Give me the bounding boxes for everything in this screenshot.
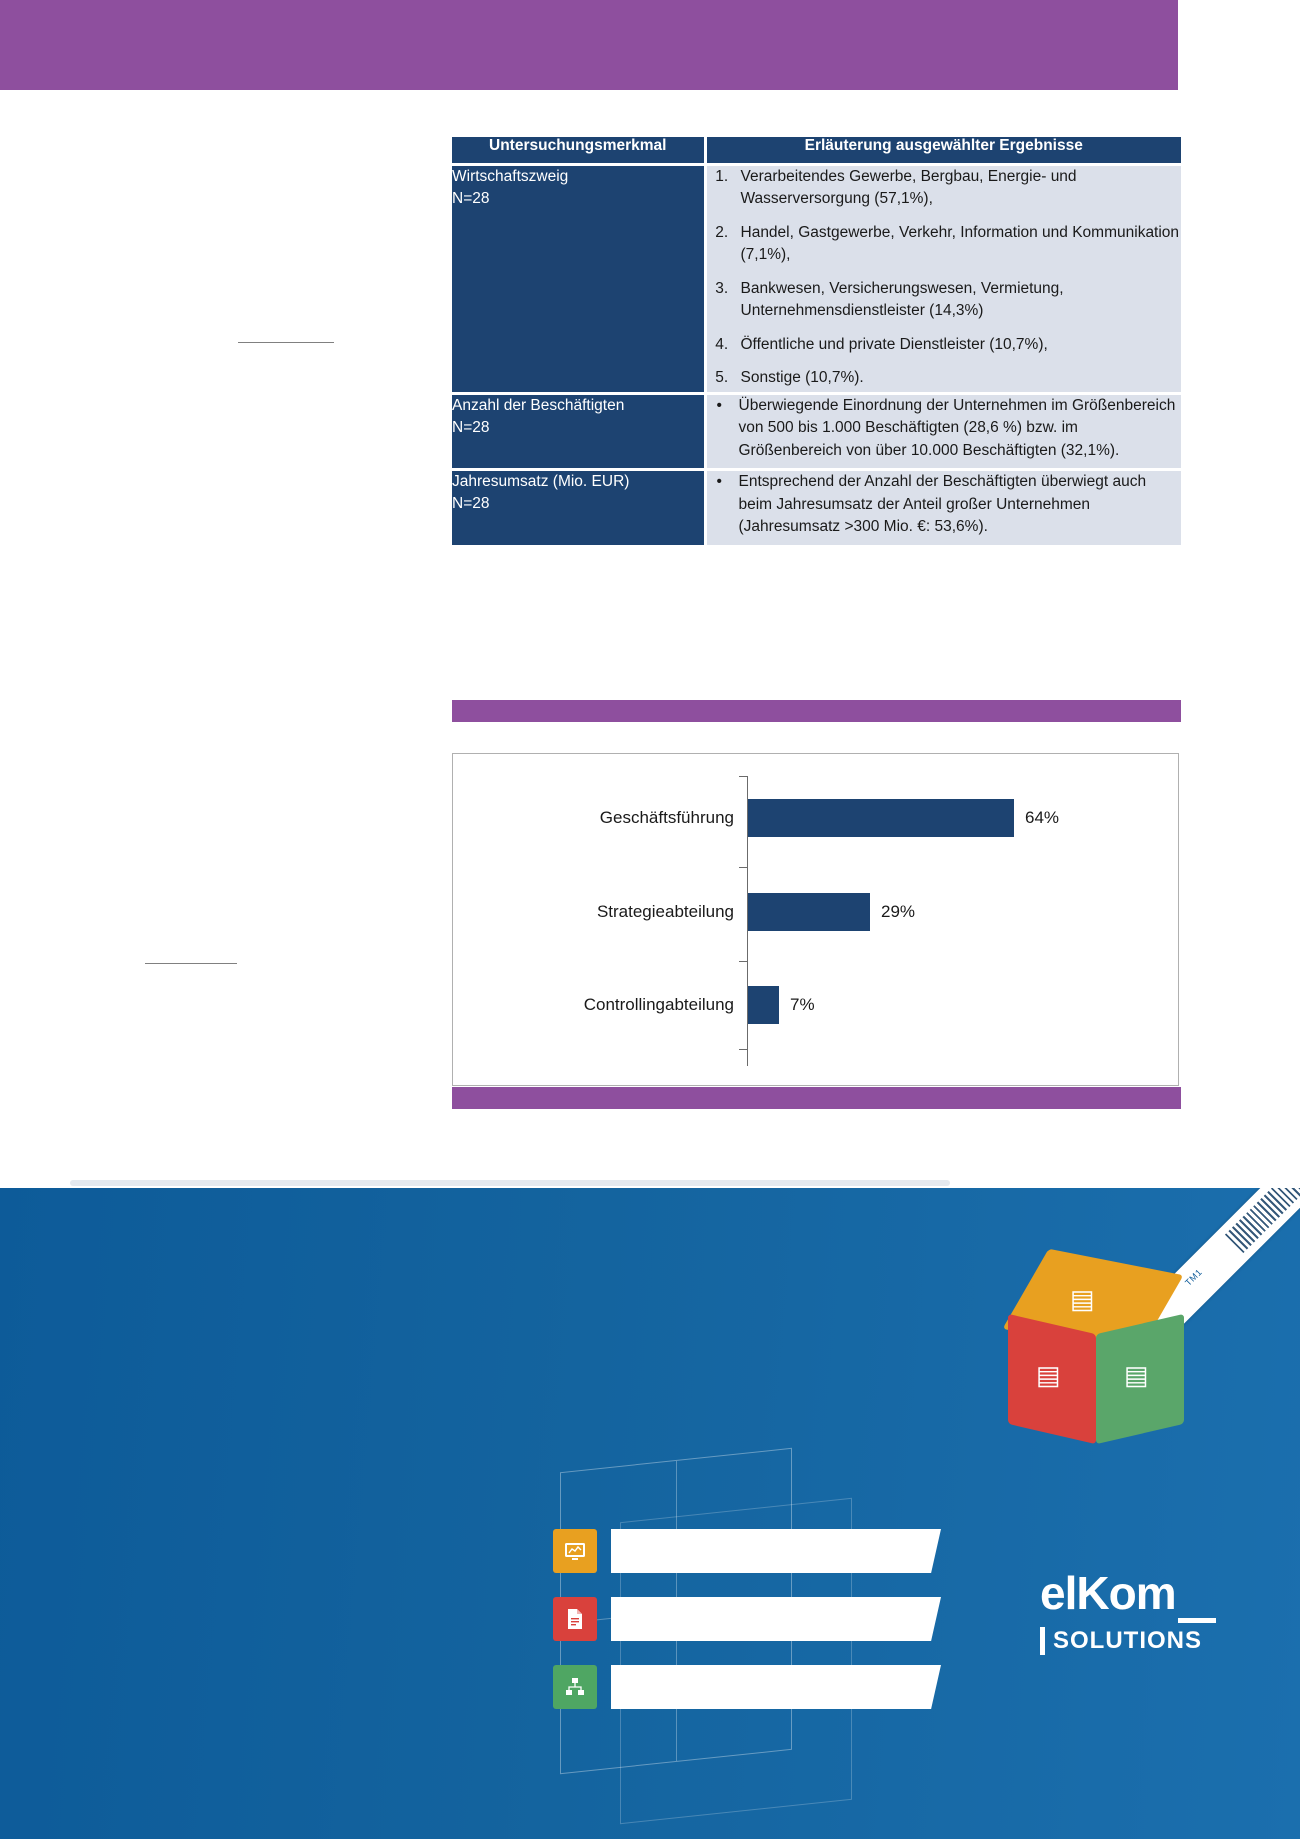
cube-document-icon: ▤ (1036, 1360, 1061, 1390)
axis-tick (739, 961, 747, 962)
chart-bar-row (453, 799, 1180, 839)
axis-tick (739, 867, 747, 868)
logo-subtitle: SOLUTIONS (1040, 1627, 1216, 1655)
logo-word-el: el (1040, 1567, 1077, 1619)
monitor-chart-icon (553, 1529, 597, 1573)
row-sample-size: N=28 (452, 418, 490, 436)
bar-chart (452, 753, 1179, 1086)
list-item: 5. Sonstige (10,7%). (733, 367, 1182, 389)
feature-bar (611, 1597, 941, 1641)
margin-rule-top (238, 342, 334, 343)
row-label-wirtschaftszweig (452, 165, 705, 394)
product-cube-logo (1000, 1262, 1200, 1452)
row-label-text: Jahresumsatz (Mio. EUR) (452, 473, 630, 491)
chart-category-label: Strategieabteilung (596, 902, 734, 921)
chart-value-label: 7% (790, 995, 815, 1014)
chart-value-label: 29% (881, 902, 916, 921)
chart-accent-bar (452, 1087, 1181, 1109)
list-item: • Überwiegende Einordnung der Unternehmen im Größenbereich von 500 bis 1.000 Beschäftigten (28,6 %) bzw. im Größenbereich von über 10.000 Beschäftigten (32,1%). (729, 395, 1182, 462)
ribbon-label: TM1 (1183, 1266, 1204, 1288)
logo-word-kom: Kom (1076, 1567, 1176, 1619)
logo-wordmark (1040, 1567, 1216, 1619)
table-header-explanation: Erläuterung ausgewählter Ergebnisse (705, 137, 1181, 165)
bullet-list (707, 395, 1182, 462)
row-sample-size: N=28 (452, 495, 490, 513)
feature-bar (611, 1665, 941, 1709)
axis-tick (739, 776, 747, 777)
table-header-row (452, 137, 1181, 165)
chart-bar (748, 986, 779, 1024)
org-chart-icon (553, 1665, 597, 1709)
cube-monitor-icon: ▤ (1070, 1284, 1095, 1314)
list-item: 1. Verarbeitendes Gewerbe, Bergbau, Energie- und Wasserversorgung (57,1%), (733, 166, 1182, 211)
table-row (452, 165, 1181, 394)
chart-bar-row (453, 893, 1180, 933)
margin-rule-bottom (145, 963, 237, 964)
row-label-text: Anzahl der Beschäftigten (452, 396, 625, 414)
chart-bar-row (453, 986, 1180, 1026)
top-purple-banner (0, 0, 1178, 90)
row-content-jahresumsatz (705, 470, 1181, 546)
list-item: 2. Handel, Gastgewerbe, Verkehr, Information und Kommunikation (7,1%), (733, 222, 1182, 267)
barcode-icon (1225, 1188, 1300, 1253)
table-row (452, 470, 1181, 546)
footer-divider (70, 1180, 950, 1186)
chart-bar (748, 893, 870, 931)
results-table (452, 137, 1181, 548)
row-label-text: Wirtschaftszweig (452, 168, 569, 185)
table-accent-bar (452, 700, 1181, 722)
numbered-list (707, 166, 1182, 390)
row-label-beschaeftigte (452, 393, 705, 469)
feature-bar (611, 1529, 941, 1573)
document-icon (553, 1597, 597, 1641)
list-item: • Entsprechend der Anzahl der Beschäftigten überwiegt auch beim Jahresumsatz der Anteil großer Unternehmen (Jahresumsatz >300 Mio. €: 53,6%). (729, 471, 1182, 538)
chart-category-label: Controllingabteilung (583, 995, 734, 1014)
chart-value-label: 64% (1025, 808, 1060, 827)
axis-tick (739, 1049, 747, 1050)
cube-org-icon: ▤ (1124, 1360, 1149, 1390)
chart-category-label: Geschäftsführung (599, 808, 734, 827)
bullet-list (707, 471, 1182, 538)
row-sample-size: N=28 (452, 190, 490, 207)
table-header-criterion: Untersuchungsmerkmal (452, 137, 705, 165)
list-item: 3. Bankwesen, Versicherungswesen, Vermietung, Unternehmensdienstleister (14,3%) (733, 278, 1182, 323)
chart-bar (748, 799, 1014, 837)
row-content-beschaeftigte (705, 393, 1181, 469)
row-content-wirtschaftszweig (705, 165, 1181, 394)
row-label-jahresumsatz (452, 470, 705, 546)
elkom-solutions-logo (1040, 1567, 1216, 1655)
list-item: 4. Öffentliche und private Dienstleister (10,7%), (733, 334, 1182, 356)
table-row (452, 393, 1181, 469)
logo-underline (1178, 1618, 1216, 1623)
